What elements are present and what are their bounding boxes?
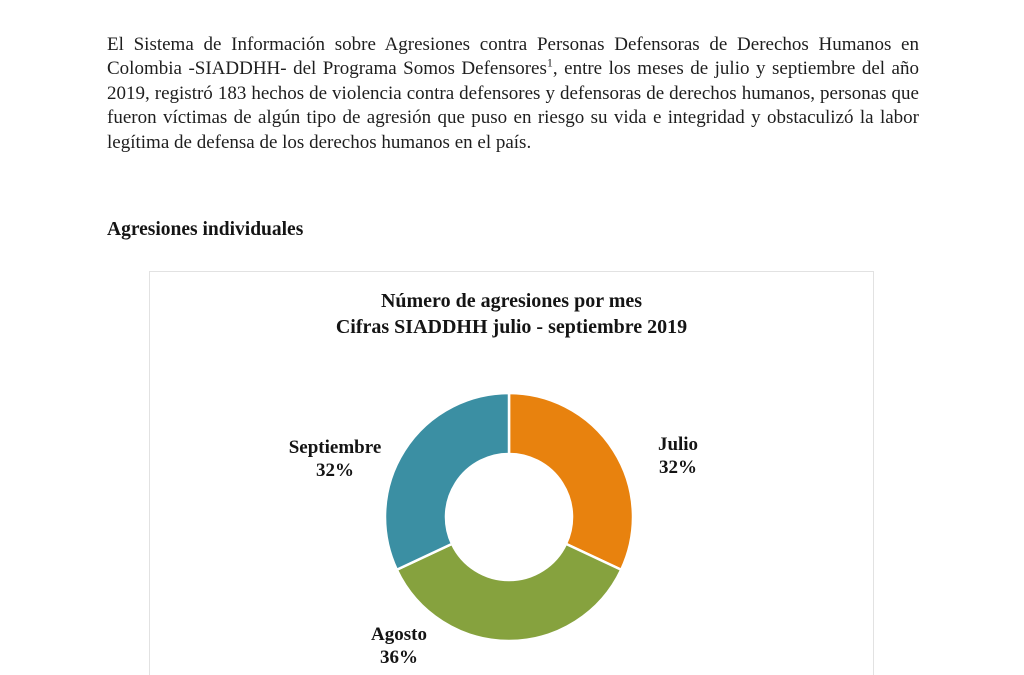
slice-label-julio-name: Julio <box>657 434 699 455</box>
section-heading: Agresiones individuales <box>107 219 304 240</box>
intro-paragraph <box>107 33 919 155</box>
slice-label-agosto <box>371 623 427 669</box>
slice-label-septiembre <box>289 436 382 482</box>
slice-label-agosto-name: Agosto <box>371 624 427 645</box>
chart-subtitle: Cifras SIADDHH julio - septiembre 2019 <box>335 316 688 338</box>
chart-title-block <box>150 288 873 340</box>
donut-chart <box>379 387 639 647</box>
slice-label-septiembre-name: Septiembre <box>288 437 382 458</box>
intro-paragraph-text-before-footnote: El Sistema de Información sobre Agresiones contra Personas Defensoras de Derechos Humanos en Colombia -SIADDHH- del Programa Somos Defensores <box>107 34 919 80</box>
chart-container <box>149 271 874 675</box>
donut-slice-agosto <box>397 544 621 641</box>
slice-label-agosto-percent: 36% <box>379 647 418 668</box>
slice-label-julio <box>658 433 698 479</box>
donut-slice-septiembre <box>385 393 509 570</box>
chart-title: Número de agresiones por mes <box>380 290 643 312</box>
slice-label-septiembre-percent: 32% <box>316 460 354 481</box>
slice-label-julio-percent: 32% <box>659 457 697 478</box>
donut-slice-julio <box>509 393 633 570</box>
intro-paragraph-text-after-footnote: , entre los meses de julio y septiembre del año 2019, registró 183 hechos de violencia contra defensores y defensoras de derechos humanos, personas que fueron víctimas de algún tipo de agresión que puso en riesgo su vida e integridad y obstaculizó la labor legítima de defensa de los derechos humanos en el país. <box>107 58 919 153</box>
footnote-marker: 1 <box>546 56 553 71</box>
